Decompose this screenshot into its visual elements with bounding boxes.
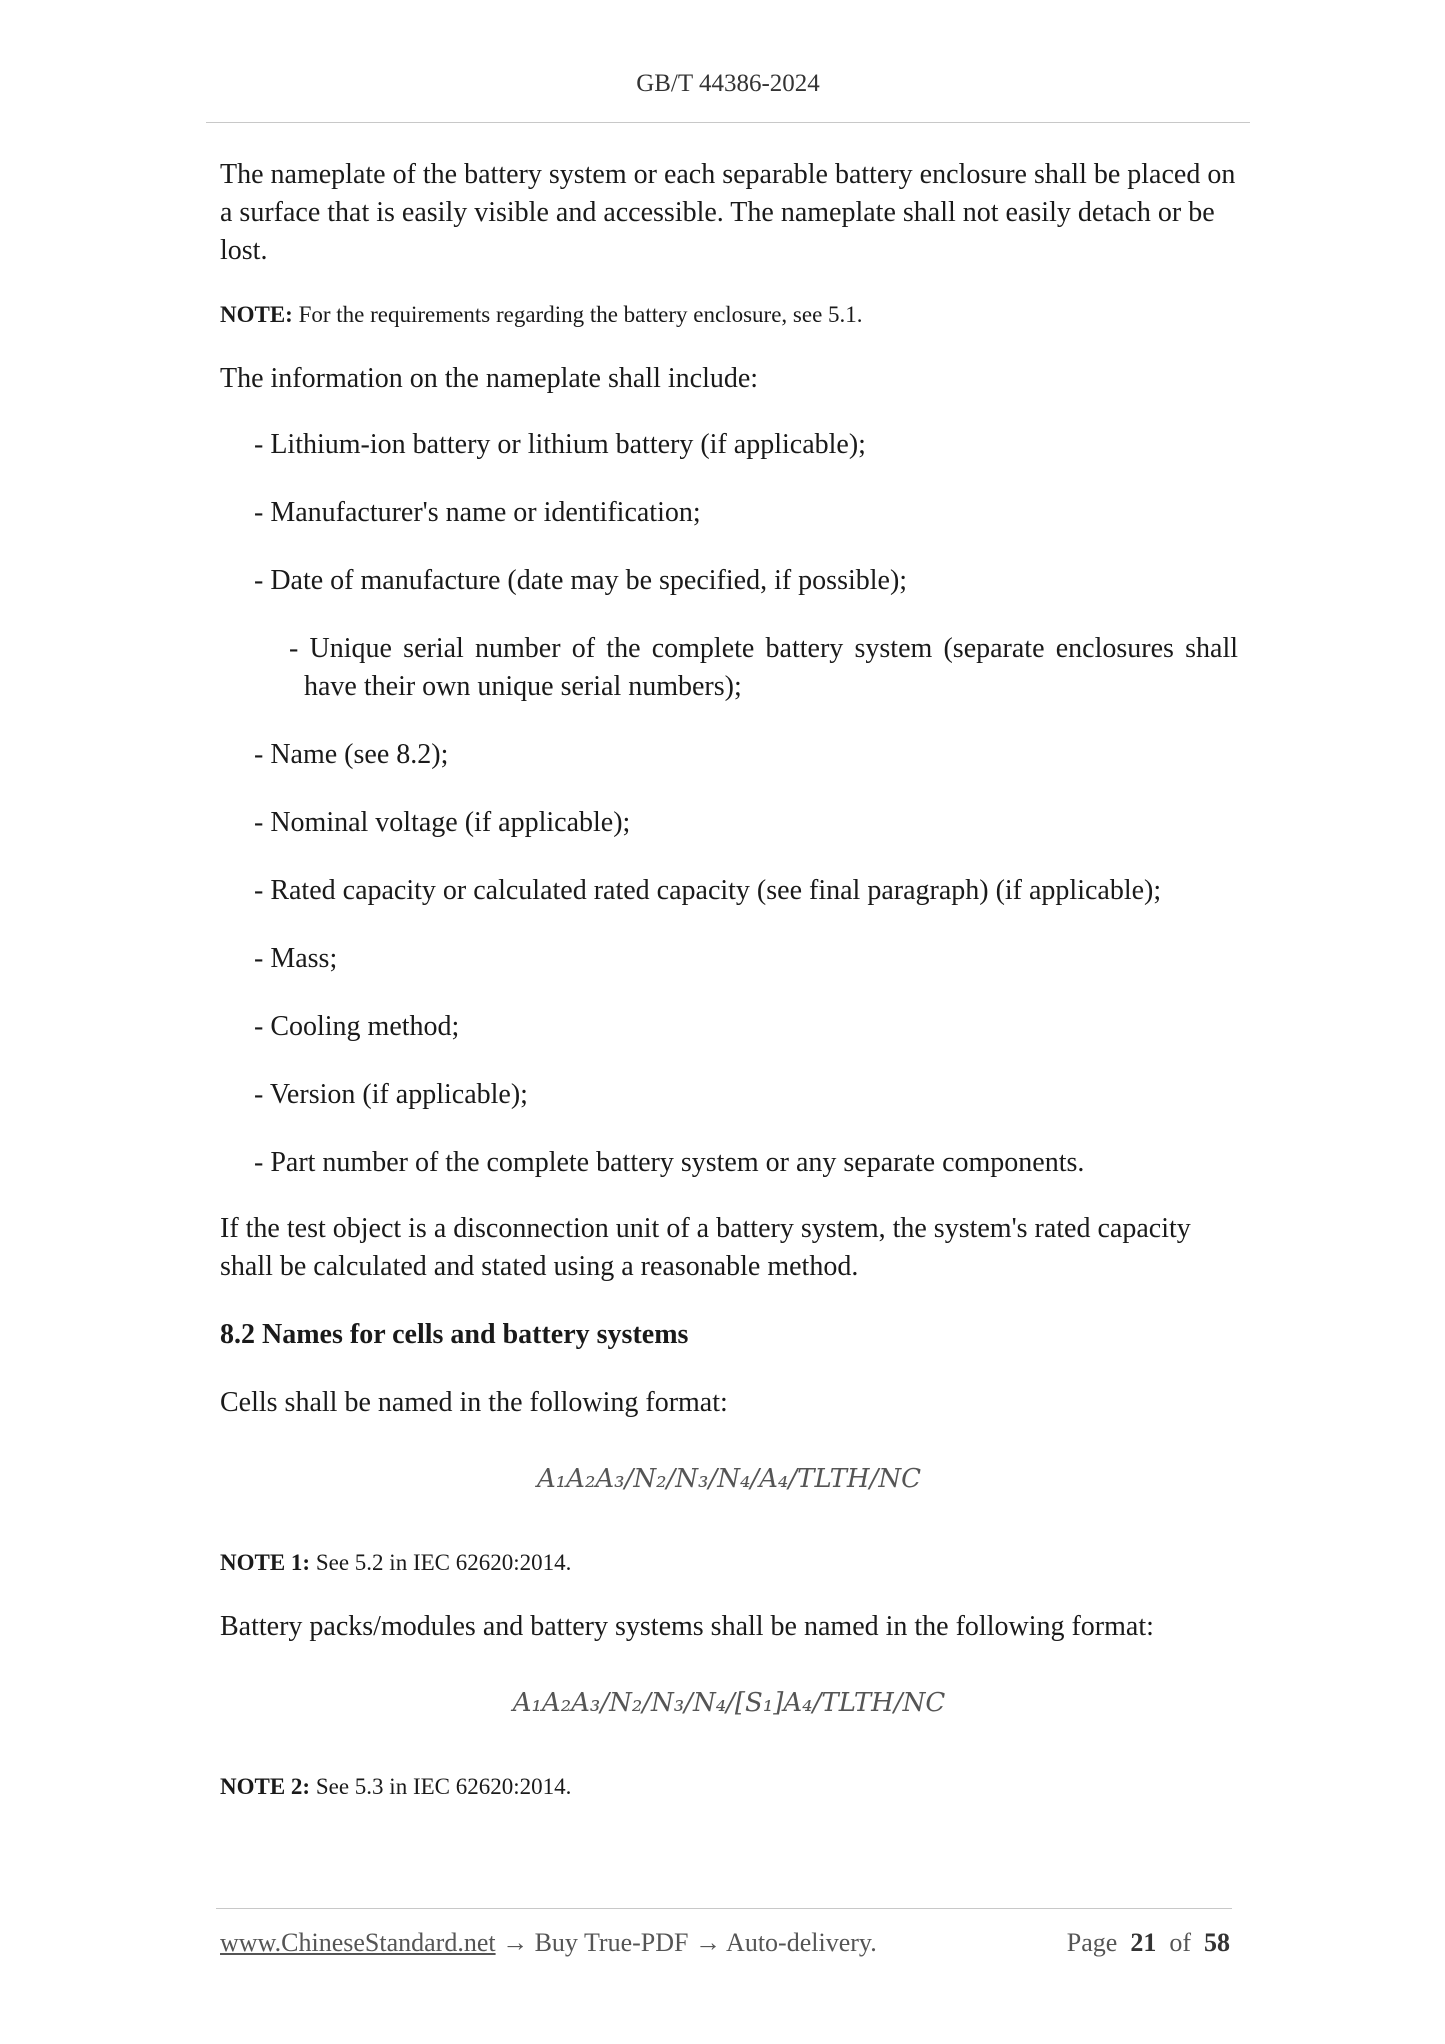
list-item: - Nominal voltage (if applicable); xyxy=(254,807,631,838)
list-item: - Rated capacity or calculated rated capacity (see final paragraph) (if applicable); xyxy=(254,875,1162,906)
nameplate-info-list xyxy=(220,426,1238,1182)
page-indicator xyxy=(1067,1928,1230,1958)
website-link[interactable]: www.ChineseStandard.net xyxy=(220,1928,496,1957)
list-item: - Manufacturer's name or identification; xyxy=(254,497,701,528)
note-enclosure xyxy=(220,300,1238,330)
document-header: GB/T 44386-2024 xyxy=(636,70,820,97)
footer-tagline: → Buy True-PDF → Auto-delivery. xyxy=(495,1928,877,1957)
note-2 xyxy=(220,1772,1238,1802)
footer-divider xyxy=(216,1908,1232,1909)
list-item: - Date of manufacture (date may be specified, if possible); xyxy=(254,565,908,596)
note-1 xyxy=(220,1548,1238,1578)
cell-naming-intro: Cells shall be named in the following format: xyxy=(220,1387,728,1418)
list-item: - Unique serial number of the complete battery system (separate enclosures shall have their own unique serial numbers); xyxy=(289,633,1238,702)
list-item: - Lithium-ion battery or lithium battery (if applicable); xyxy=(254,429,866,460)
nameplate-info-intro: The information on the nameplate shall include: xyxy=(220,363,759,394)
page-total: 58 xyxy=(1204,1928,1230,1957)
nameplate-paragraph: The nameplate of the battery system or each separable battery enclosure shall be placed on a surface that is easily visible and accessible. The nameplate shall not easily detach or be lost. xyxy=(220,159,1236,266)
list-item: - Mass; xyxy=(254,943,338,974)
note-text: For the requirements regarding the battery enclosure, see 5.1. xyxy=(292,302,863,327)
header-divider xyxy=(206,122,1250,123)
note-2-text: See 5.3 in IEC 62620:2014. xyxy=(310,1774,572,1799)
page-number: 21 xyxy=(1130,1928,1157,1957)
list-item: - Version (if applicable); xyxy=(254,1079,528,1110)
list-item: - Cooling method; xyxy=(254,1011,460,1042)
note-1-text: See 5.2 in IEC 62620:2014. xyxy=(310,1550,572,1575)
note-2-label: NOTE 2: xyxy=(220,1774,311,1799)
page-content xyxy=(220,156,1238,1802)
pack-naming-formula: A₁A₂A₃/N₂/N₃/N₄/[S₁]A₄/TLTH/NC xyxy=(512,1688,946,1718)
cell-naming-formula: A₁A₂A₃/N₂/N₃/N₄/A₄/TLTH/NC xyxy=(536,1464,922,1494)
note-1-label: NOTE 1: xyxy=(220,1550,311,1575)
section-heading: 8.2 Names for cells and battery systems xyxy=(220,1319,689,1350)
of-label: of xyxy=(1169,1928,1191,1957)
note-label: NOTE: xyxy=(220,302,293,327)
disconnection-unit-paragraph: If the test object is a disconnection unit of a battery system, the system's rated capacity shall be calculated and stated using a reasonable method. xyxy=(220,1213,1191,1282)
page-label: Page xyxy=(1066,1928,1118,1957)
list-item: - Name (see 8.2); xyxy=(254,739,449,770)
pack-naming-intro: Battery packs/modules and battery systems shall be named in the following format: xyxy=(220,1611,1154,1642)
list-item: - Part number of the complete battery system or any separate components. xyxy=(254,1147,1085,1178)
page-footer xyxy=(220,1928,1230,1958)
